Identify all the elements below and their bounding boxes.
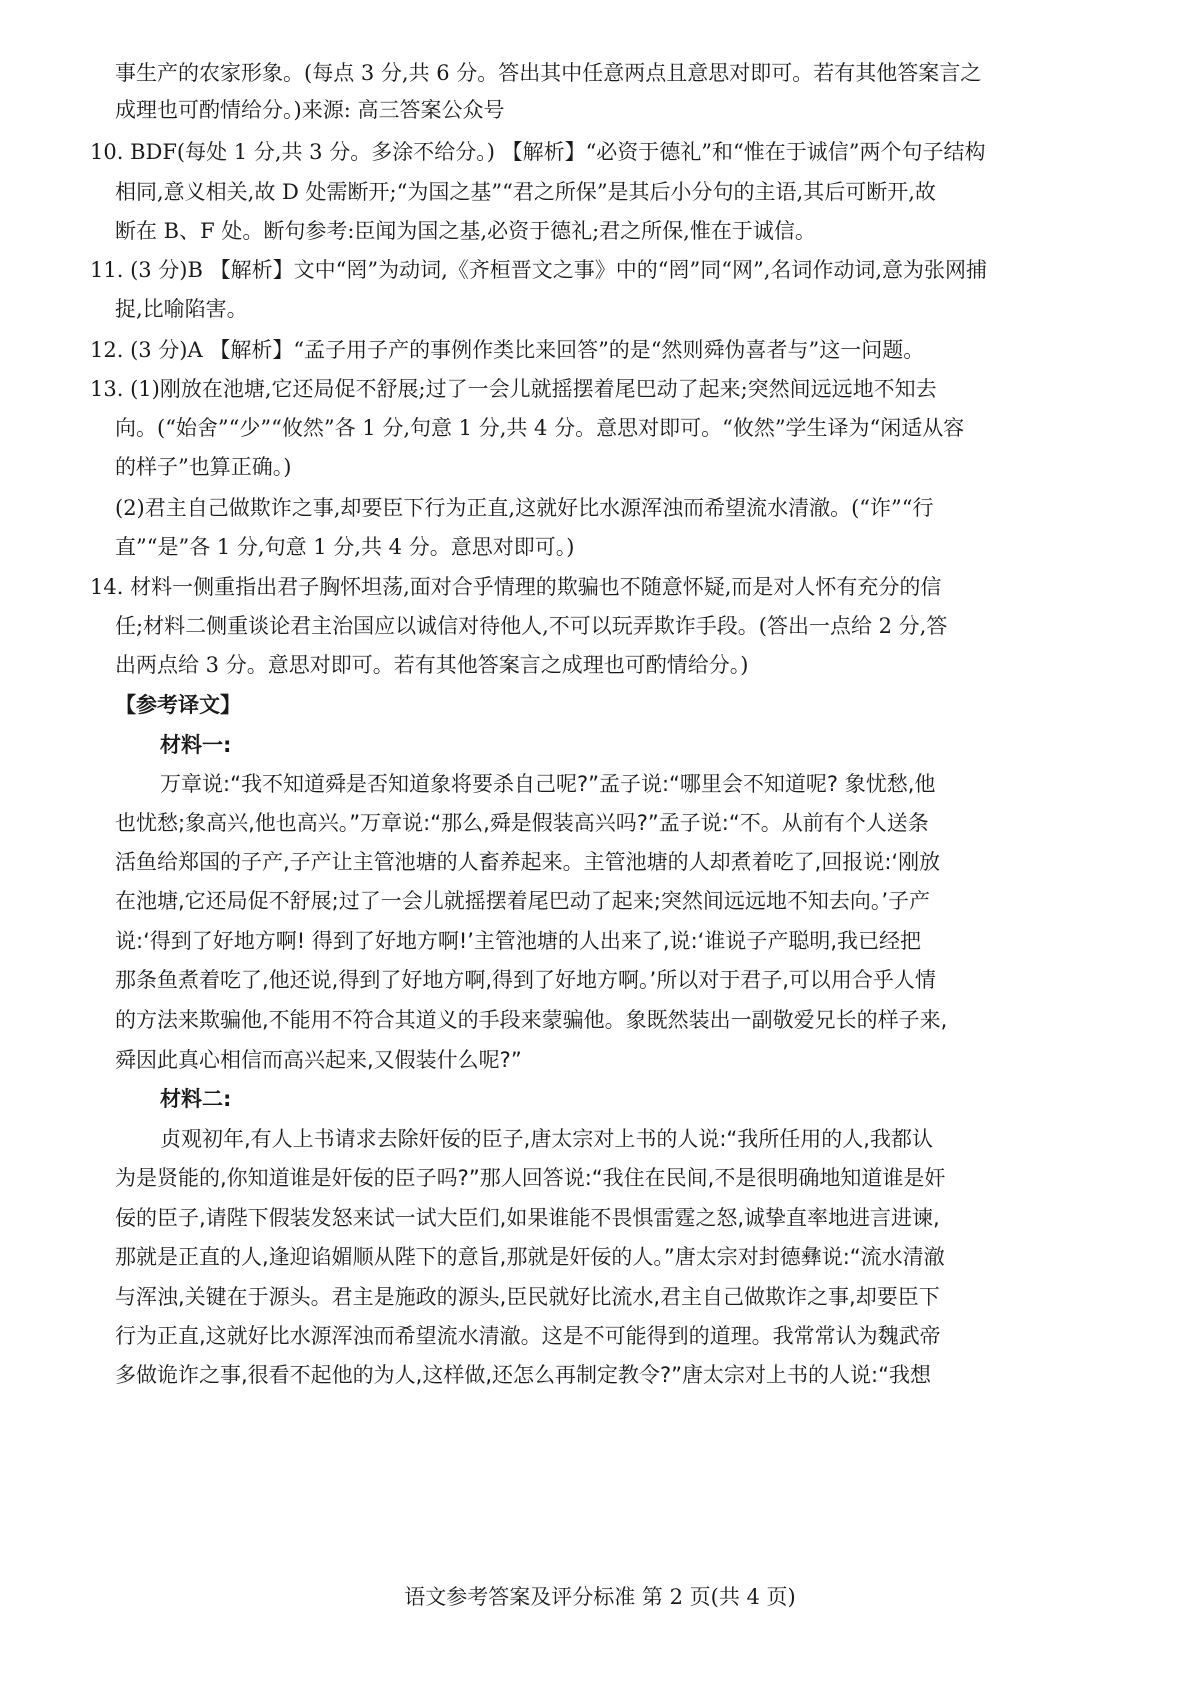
material-1-line-4: 在池塘,它还局促不舒展;过了一会儿就摇摆着尾巴动了起来;突然间远远地不知去向。’子产 [115,889,930,913]
material-2-line-1: 贞观初年,有人上书请求去除奸佞的臣子,唐太宗对上书的人说:“我所任用的人,我都认 [160,1127,933,1151]
material-2-line-3: 佞的臣子,请陛下假装发怒来试一试大臣们,如果谁能不畏惧雷霆之怒,诚挚直率地进言进谏, [115,1206,940,1230]
material-1-line-2: 也忧愁;象高兴,他也高兴。”万章说:“那么,舜是假装高兴吗?”孟子说:“不。从前有个人送条 [115,811,929,835]
answer-10-line-1: 10. BDF(每处 1 分,共 3 分。多涂不给分。) 【解析】“必资于德礼”和“惟在于诚信”两个句子结构 [90,140,986,164]
answer-14-line-1: 14. 材料一侧重指出君子胸怀坦荡,面对合乎情理的欺骗也不随意怀疑,而是对人怀有充分的信 [90,575,942,599]
answer-14-line-2: 任;材料二侧重谈论君主治国应以诚信对待他人,不可以玩弄欺诈手段。(答出一点给 2 分,答 [115,614,948,638]
material-2-line-4: 那就是正直的人,逢迎谄媚顺从陛下的意旨,那就是奸佞的人。”唐太宗对封德彝说:“流水清澈 [115,1245,945,1269]
answer-13-line-3: 的样子”也算正确。) [115,455,292,479]
material-1-heading: 材料一: [160,733,232,757]
material-1-line-7: 的方法来欺骗他,不能用不符合其道义的手段来蒙骗他。象既然装出一副敬爱兄长的样子来, [115,1008,948,1032]
material-1-line-5: 说:‘得到了好地方啊! 得到了好地方啊!’主管池塘的人出来了,说:‘谁说子产聪明,我已经把 [115,929,922,953]
answer-9-line-1: 事生产的农家形象。(每点 3 分,共 6 分。答出其中任意两点且意思对即可。若有其他答案言之 [115,61,982,85]
material-2-line-6: 行为正直,这就好比水源浑浊而希望流水清澈。这是不可能得到的道理。我常常认为魏武帝 [115,1324,941,1348]
answer-12-line-1: 12. (3 分)A 【解析】“孟子用子产的事例作类比来回答”的是“然则舜伪喜者与”这一问题。 [90,338,925,362]
answer-13-line-5: 直”“是”各 1 分,句意 1 分,共 4 分。意思对即可。) [115,535,575,559]
material-1-line-8: 舜因此真心相信而高兴起来,又假装什么呢?” [115,1048,522,1072]
material-1-line-3: 活鱼给郑国的子产,子产让主管池塘的人畜养起来。主管池塘的人却煮着吃了,回报说:‘刚放 [115,850,941,874]
answer-10-line-2: 相同,意义相关,故 D 处需断开;“为国之基”“君之所保”是其后小分句的主语,其后可断开,故 [115,180,936,204]
answer-11-line-1: 11. (3 分)B 【解析】文中“罔”为动词,《齐桓晋文之事》中的“罔”同“网”,名词作动词,意为张网捕 [90,258,988,282]
answer-13-line-1: 13. (1)刚放在池塘,它还局促不舒展;过了一会儿就摇摆着尾巴动了起来;突然间远远地不知去 [90,377,937,401]
material-2-line-2: 为是贤能的,你知道谁是奸佞的臣子吗?”那人回答说:“我住在民间,不是很明确地知道谁是奸 [115,1166,946,1190]
material-2-line-5: 与浑浊,关键在于源头。君主是施政的源头,臣民就好比流水,君主自己做欺诈之事,却要臣下 [115,1285,940,1309]
reference-translation-heading: 【参考译文】 [115,692,241,717]
page-footer: 语文参考答案及评分标准 第 2 页(共 4 页) [404,1585,796,1609]
material-1-line-6: 那条鱼煮着吃了,他还说,得到了好地方啊,得到了好地方啊。’所以对于君子,可以用合乎人情 [115,968,936,992]
answer-9-line-2: 成理也可酌情给分。)来源: 高三答案公众号 [115,98,505,122]
material-2-line-7: 多做诡诈之事,很看不起他的为人,这样做,还怎么再制定教令?”唐太宗对上书的人说:“我想 [115,1363,932,1387]
answer-13-line-4: (2)君主自己做欺诈之事,却要臣下行为正直,这就好比水源浑浊而希望流水清澈。(“诈”“行 [115,496,934,520]
answer-10-line-3: 断在 B、F 处。断句参考:臣闻为国之基,必资于德礼;君之所保,惟在于诚信。 [115,219,816,243]
material-2-heading: 材料二: [160,1087,232,1111]
answer-13-line-2: 向。(“始舍”“少”“攸然”各 1 分,句意 1 分,共 4 分。意思对即可。“攸然”学生译为“闲适从容 [115,416,965,440]
answer-14-line-3: 出两点给 3 分。意思对即可。若有其他答案言之成理也可酌情给分。) [115,653,749,677]
answer-11-line-2: 捉,比喻陷害。 [115,297,248,321]
material-1-line-1: 万章说:“我不知道舜是否知道象将要杀自己呢?”孟子说:“哪里会不知道呢? 象忧愁,他 [160,772,936,796]
